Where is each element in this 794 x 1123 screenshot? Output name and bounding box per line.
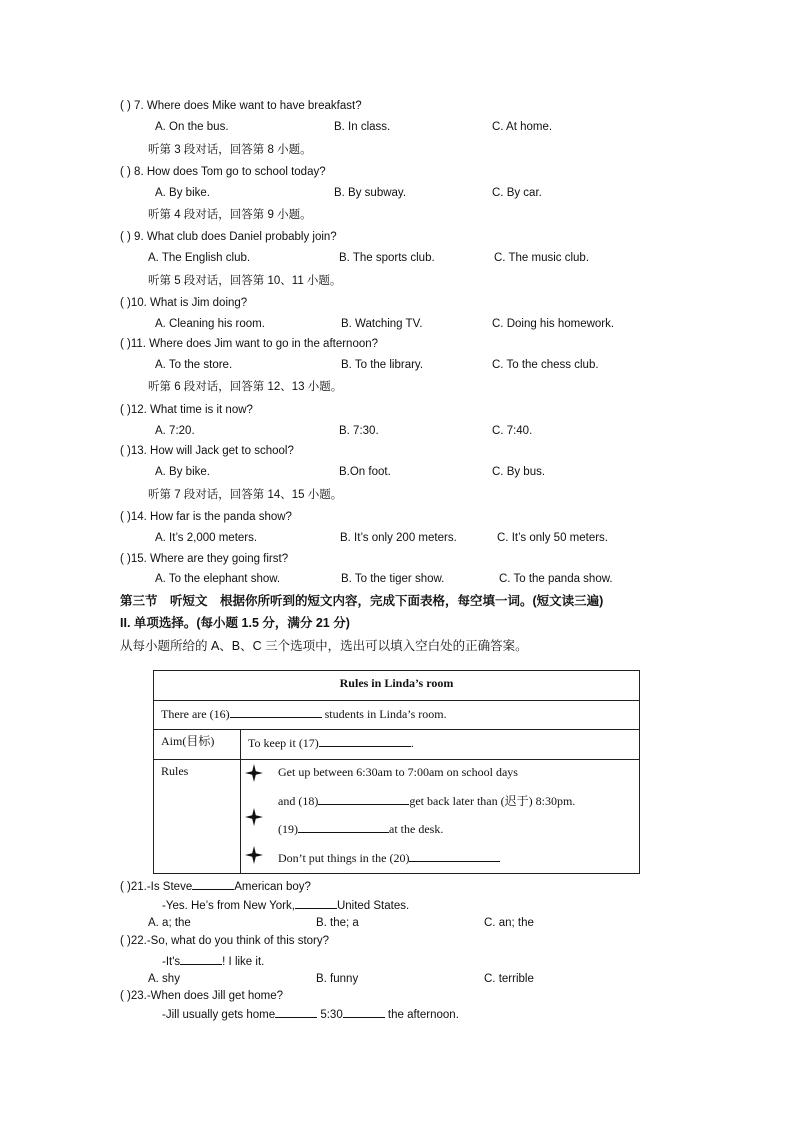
question-stem: ( ) 8. How does Tom go to school today? — [120, 166, 326, 178]
question-reply — [162, 953, 264, 969]
option-b: B. It’s only 200 meters. — [340, 532, 457, 544]
rules-table — [153, 670, 640, 874]
question-reply — [162, 897, 409, 913]
option-b: B. The sports club. — [339, 252, 435, 264]
table-title: Rules in Linda’s room — [339, 676, 454, 690]
question-stem: ( ) 9. What club does Daniel probably join? — [120, 231, 337, 243]
rules-label: Rules — [161, 764, 189, 778]
row-text: ! I like it. — [222, 956, 265, 968]
answer-blank[interactable] — [343, 1006, 385, 1018]
question-stem: ( )22.-So, what do you think of this story? — [120, 935, 330, 947]
option-c: C. It’s only 50 meters. — [497, 532, 608, 544]
blank-18[interactable] — [318, 793, 409, 805]
section-instruction: 听第 4 段对话，回答第 9 小题。 — [148, 209, 312, 221]
section-3-heading: 第三节 听短文 根据你所听到的短文内容，完成下面表格，每空填一词。(短文读三遍) — [120, 594, 604, 608]
rule-4 — [278, 850, 500, 865]
answer-blank[interactable] — [295, 897, 337, 909]
option-a: A. 7:20. — [155, 425, 195, 437]
row-text: the afternoon. — [384, 1009, 459, 1021]
option-a: A. a; the — [148, 917, 191, 929]
row-text: . — [410, 736, 414, 750]
question-stem: ( )10. What is Jim doing? — [120, 297, 248, 309]
rule-2 — [278, 793, 575, 808]
row-text: -Jill usually gets home — [162, 1009, 276, 1021]
table-divider — [154, 729, 639, 730]
option-b: B. To the library. — [341, 359, 424, 371]
four-point-star-icon — [245, 808, 263, 826]
table-divider — [154, 700, 639, 701]
option-c: C. At home. — [492, 121, 553, 133]
table-divider — [154, 759, 639, 760]
option-c: C. By car. — [492, 187, 542, 199]
option-c: C. 7:40. — [492, 425, 533, 437]
option-c: C. The music club. — [494, 252, 590, 264]
question-stem: ( )15. Where are they going first? — [120, 553, 289, 565]
option-a: A. The English club. — [148, 252, 251, 264]
option-a: A. By bike. — [155, 187, 210, 199]
option-b: B. funny — [316, 973, 359, 985]
option-b: B. the; a — [316, 917, 359, 929]
aim-label: Aim(目标) — [161, 734, 215, 748]
option-a: A. shy — [148, 973, 180, 985]
rule-3 — [278, 821, 443, 836]
question-stem: ( )11. Where does Jim want to go in the afternoon? — [120, 338, 379, 350]
question-stem — [120, 878, 311, 894]
row-text: United States. — [336, 900, 410, 912]
row-text: There are (16) — [161, 707, 230, 721]
row-text: American boy? — [234, 881, 311, 893]
row-text: -Yes. He’s from New York, — [162, 900, 295, 912]
blank-20[interactable] — [409, 850, 500, 862]
option-c: C. To the panda show. — [499, 573, 613, 585]
question-stem: ( )13. How will Jack get to school? — [120, 445, 294, 457]
table-row-students — [161, 706, 447, 721]
table-column-divider — [240, 729, 241, 873]
rule-1: Get up between 6:30am to 7:00am on school days — [278, 765, 518, 779]
question-stem: ( )12. What time is it now? — [120, 404, 253, 416]
option-a: A. By bike. — [155, 466, 210, 478]
option-c: C. Doing his homework. — [492, 318, 615, 330]
question-reply — [162, 1006, 459, 1022]
option-a: A. To the store. — [155, 359, 233, 371]
section-instruction: 听第 6 段对话，回答第 12、13 小题。 — [148, 381, 343, 393]
part-2-heading: II. 单项选择。(每小题 1.5 分，满分 21 分) — [120, 616, 350, 630]
section-instruction: 听第 3 段对话，回答第 8 小题。 — [148, 144, 312, 156]
option-a: A. It’s 2,000 meters. — [155, 532, 258, 544]
blank-17[interactable] — [319, 735, 411, 747]
aim-text — [248, 735, 414, 750]
answer-blank[interactable] — [180, 953, 222, 965]
four-point-star-icon — [245, 764, 263, 782]
row-text: at the desk. — [389, 822, 444, 836]
part-2-instruction: 从每小题所给的 A、B、C 三个选项中，选出可以填入空白处的正确答案。 — [120, 639, 528, 653]
option-b: B. 7:30. — [339, 425, 379, 437]
option-b: B. To the tiger show. — [341, 573, 445, 585]
row-text: students in Linda’s room. — [321, 707, 447, 721]
option-b: B. In class. — [334, 121, 391, 133]
section-instruction: 听第 7 段对话，回答第 14、15 小题。 — [148, 489, 343, 501]
question-stem: ( )23.-When does Jill get home? — [120, 990, 283, 1002]
option-c: C. terrible — [484, 973, 534, 985]
option-c: C. an; the — [484, 917, 534, 929]
answer-blank[interactable] — [275, 1006, 317, 1018]
blank-19[interactable] — [298, 821, 389, 833]
row-text: Don’t put things in the (20) — [278, 851, 410, 865]
option-a: A. On the bus. — [155, 121, 229, 133]
row-text: get back later than (迟于) 8:30pm. — [409, 794, 576, 808]
question-stem: ( ) 7. Where does Mike want to have breakfast? — [120, 100, 362, 112]
row-text: and (18) — [278, 794, 319, 808]
row-text: To keep it (17) — [248, 736, 319, 750]
row-text: ( )21.-Is Steve — [120, 881, 193, 893]
option-b: B. Watching TV. — [341, 318, 423, 330]
four-point-star-icon — [245, 846, 263, 864]
option-b: B.On foot. — [339, 466, 391, 478]
answer-blank[interactable] — [192, 878, 234, 890]
option-c: C. By bus. — [492, 466, 546, 478]
option-a: A. To the elephant show. — [155, 573, 281, 585]
question-stem: ( )14. How far is the panda show? — [120, 511, 292, 523]
option-a: A. Cleaning his room. — [155, 318, 265, 330]
blank-16[interactable] — [230, 706, 322, 718]
row-text: 5:30 — [317, 1009, 343, 1021]
section-instruction: 听第 5 段对话，回答第 10、11 小题。 — [148, 275, 342, 287]
row-text: -It's — [162, 956, 181, 968]
option-b: B. By subway. — [334, 187, 407, 199]
option-c: C. To the chess club. — [492, 359, 599, 371]
row-text: (19) — [278, 822, 298, 836]
